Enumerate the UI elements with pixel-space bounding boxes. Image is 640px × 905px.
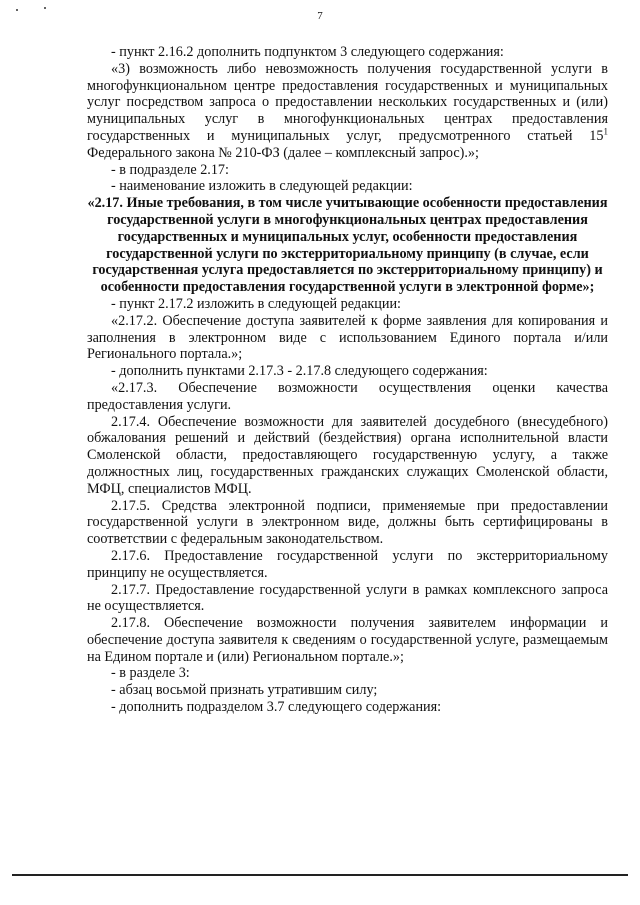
paragraph-add-items: - дополнить пунктами 2.17.3 - 2.17.8 следующего содержания: [111,363,488,380]
paragraph-abzac-8: - абзац восьмой признать утратившим силу; [111,682,378,699]
paragraph-2-17-4: 2.17.4. Обеспечение возможности для заявителей досудебного (внесудебного) обжалования решений и действий (бездействия) органа исполнительной власти Смоленской области, предоставляющего государственную услугу, а также должностных лиц, государственных гражданских служащих Смоленской области, МФЦ, специалистов МФЦ. [87,413,608,497]
paragraph-2-17-2: «2.17.2. Обеспечение доступа заявителей к форме заявления для копирования и заполнения в электронном виде с использованием Единого портала и/или Регионального портала.»; [87,312,608,363]
document-body [87,44,608,716]
superscript: 1 [603,126,608,137]
paragraph-2-17-7: 2.17.7. Предоставление государственной услуги в рамках комплексного запроса не осуществляется. [87,581,608,615]
paragraph-title-instruction: - наименование изложить в следующей редакции: [111,178,413,195]
paragraph-section-3: - в разделе 3: [111,665,190,682]
paragraph-add-subsection-3-7: - дополнить подразделом 3.7 следующего содержания: [111,699,442,716]
paragraph-2-17-6: 2.17.6. Предоставление государственной услуги по экстерриториальному принципу не осуществляется. [87,547,608,581]
section-heading: «2.17. Иные требования, в том числе учитывающие особенности предоставления государственной услуги в многофункциональных центрах предоставления государственных и муниципальных услуг, особенности предоставления государственной услуги по экстерриториальному принципу (в случае, если государственная услуга предоставляется по экстерриториальному принципу) и особенности предоставления государственной услуги в электронной форме»; [87,195,608,296]
paragraph-2-17-3: «2.17.3. Обеспечение возможности осуществления оценки качества предоставления услуги. [87,379,608,413]
scan-bottom-border [12,874,628,876]
paragraph-2-17-8: 2.17.8. Обеспечение возможности получения заявителем информации и обеспечение доступа заявителя к сведениям о государственной услуге, размещаемым на Едином портале и (или) Региональном портале.»; [87,615,608,665]
paragraph-subitem-3-tail: Федерального закона № 210-ФЗ (далее – комплексный запрос).»; [87,144,479,161]
paragraph-2-17-5: 2.17.5. Средства электронной подписи, применяемые при предоставлении государственной услуги в электронном виде, должны быть сертифицированы в соответствии с федеральным законодательством. [87,497,608,548]
paragraph-item-2-16-2: - пункт 2.16.2 дополнить подпунктом 3 следующего содержания: [111,44,504,60]
paragraph-subitem-3-text: «3) возможность либо невозможность получения государственной услуги в многофункциональном центре предоставления государственных и муниципальных услуг посредством запроса о предоставлении нескольких государственных и (или) муниципальных услуг в многофункциональных центрах предоставления государственных и муниципальных услуг, предусмотренного статьей 15 [87,60,608,144]
paragraph-subsection-2-17: - в подразделе 2.17: [111,161,229,178]
scan-speck [44,7,46,9]
page-number: 7 [317,10,323,22]
paragraph-subitem-3 [87,61,608,162]
paragraph-item-2-17-2-instruction: - пункт 2.17.2 изложить в следующей редакции: [111,295,401,312]
